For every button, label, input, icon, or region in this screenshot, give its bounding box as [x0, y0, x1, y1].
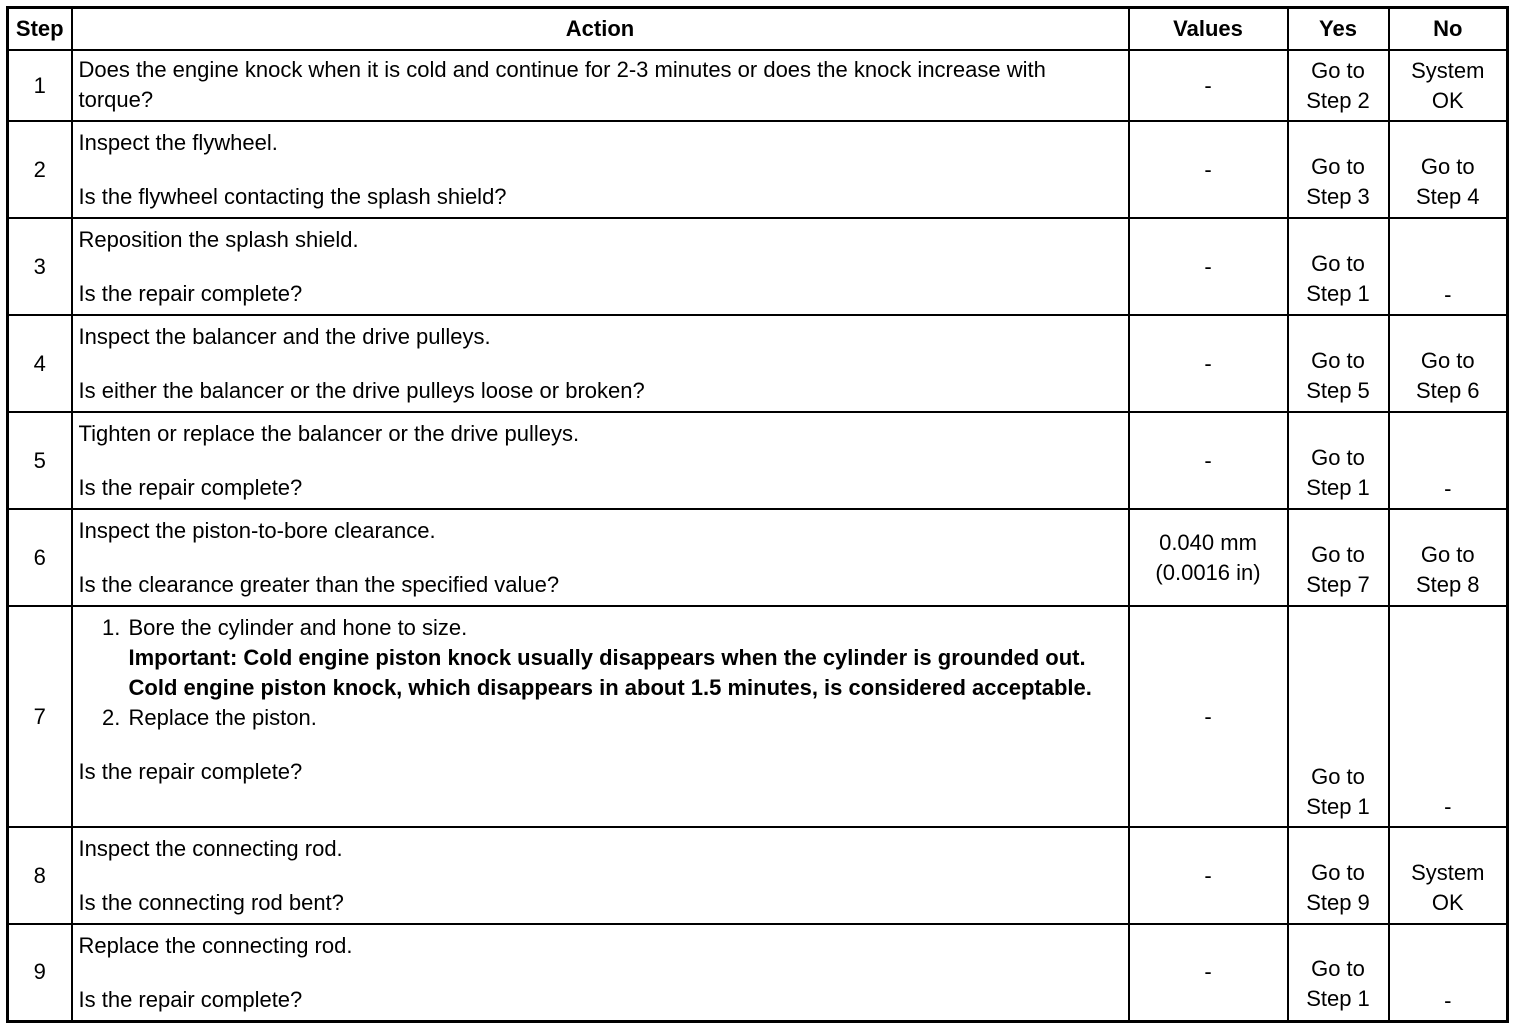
- table-row: [8, 606, 1508, 827]
- step-number: 4: [8, 315, 72, 412]
- value-cell: [1129, 509, 1288, 606]
- yes-line: Step 1: [1306, 474, 1370, 500]
- action-question: Is the repair complete?: [78, 759, 303, 784]
- no-line: System: [1411, 57, 1485, 83]
- action-question: Is the repair complete?: [78, 987, 303, 1012]
- no-cell: [1389, 315, 1508, 412]
- step-number: 2: [8, 121, 72, 218]
- yes-line: Go to: [1311, 153, 1365, 179]
- action-cell: [72, 412, 1129, 509]
- step-number: 5: [8, 412, 72, 509]
- yes-line: Step 1: [1306, 986, 1370, 1012]
- no-line: OK: [1431, 889, 1464, 915]
- action-instruction: Inspect the piston-to-bore clearance.: [78, 518, 436, 543]
- no-cell: [1389, 827, 1508, 924]
- action-question: Does the engine knock when it is cold and continue for 2-3 minutes or does the knock increase with torque?: [78, 57, 1046, 112]
- no-line: System: [1411, 859, 1485, 885]
- yes-line: Go to: [1311, 764, 1365, 789]
- step-number: 9: [8, 924, 72, 1021]
- action-instruction: Inspect the connecting rod.: [78, 836, 343, 861]
- no-cell: -: [1389, 606, 1508, 827]
- value-line: 0.040 mm: [1159, 529, 1257, 555]
- yes-line: Go to: [1311, 57, 1365, 83]
- table-row: [8, 315, 1508, 412]
- yes-line: Step 1: [1306, 280, 1370, 306]
- no-cell: [1389, 509, 1508, 606]
- yes-cell: [1288, 606, 1389, 827]
- table-row: [8, 121, 1508, 218]
- yes-line: Step 9: [1306, 889, 1370, 915]
- action-instruction: Inspect the balancer and the drive pulleys.: [78, 324, 491, 349]
- header-action: Action: [72, 8, 1129, 51]
- step-number: 7: [8, 606, 72, 827]
- yes-cell: [1288, 218, 1389, 315]
- yes-line: Step 5: [1306, 377, 1370, 403]
- no-cell: -: [1389, 924, 1508, 1021]
- no-line: Go to: [1420, 153, 1475, 179]
- list-item-text: Replace the piston.: [128, 705, 317, 730]
- yes-line: Go to: [1311, 444, 1365, 470]
- yes-line: Step 2: [1306, 87, 1370, 113]
- no-cell: -: [1389, 412, 1508, 509]
- table-row: [8, 412, 1508, 509]
- action-steps-list: [79, 613, 1124, 733]
- action-cell: [72, 509, 1129, 606]
- action-instruction: Replace the connecting rod.: [78, 933, 353, 958]
- value-cell: -: [1129, 606, 1288, 827]
- diagnostic-table: [6, 6, 1509, 1023]
- value-cell: -: [1129, 315, 1288, 412]
- action-instruction: Tighten or replace the balancer or the drive pulleys.: [78, 421, 580, 446]
- yes-cell: [1288, 121, 1389, 218]
- action-cell: [72, 606, 1129, 827]
- action-question: Is the connecting rod bent?: [78, 890, 344, 915]
- header-yes: Yes: [1288, 8, 1389, 51]
- action-cell: [72, 827, 1129, 924]
- yes-cell: [1288, 924, 1389, 1021]
- no-line: Step 8: [1415, 571, 1480, 597]
- step-number: 6: [8, 509, 72, 606]
- action-question: Is the repair complete?: [78, 475, 303, 500]
- table-row: [8, 924, 1508, 1021]
- list-item: [127, 703, 1124, 733]
- header-no: No: [1389, 8, 1508, 51]
- step-number: 1: [8, 50, 72, 121]
- header-row: [8, 8, 1508, 51]
- action-cell: [72, 50, 1129, 121]
- no-cell: -: [1389, 218, 1508, 315]
- important-note: Important: Cold engine piston knock usually disappears when the cylinder is grounded out. Cold engine piston knock, which disappears in about 1.5 minutes, is considered acceptable.: [128, 645, 1092, 700]
- value-cell: -: [1129, 50, 1288, 121]
- action-instruction: Inspect the flywheel.: [78, 130, 278, 155]
- yes-line: Go to: [1311, 859, 1365, 885]
- value-cell: -: [1129, 218, 1288, 315]
- value-cell: -: [1129, 827, 1288, 924]
- yes-cell: [1288, 412, 1389, 509]
- yes-line: Go to: [1311, 347, 1365, 373]
- table-row: [8, 509, 1508, 606]
- yes-line: Go to: [1311, 250, 1365, 276]
- action-question: Is the clearance greater than the specified value?: [78, 572, 560, 597]
- action-cell: [72, 218, 1129, 315]
- no-line: Step 4: [1415, 183, 1480, 209]
- action-instruction: Reposition the splash shield.: [78, 227, 359, 252]
- no-cell: [1389, 50, 1508, 121]
- yes-cell: [1288, 509, 1389, 606]
- no-line: Step 6: [1415, 377, 1480, 403]
- value-cell: -: [1129, 924, 1288, 1021]
- value-cell: -: [1129, 121, 1288, 218]
- no-line: Go to: [1420, 541, 1475, 567]
- yes-cell: [1288, 315, 1389, 412]
- action-question: Is the repair complete?: [78, 281, 303, 306]
- yes-line: Step 1: [1306, 794, 1370, 819]
- list-item-text: Bore the cylinder and hone to size.: [128, 615, 468, 640]
- action-cell: [72, 315, 1129, 412]
- yes-line: Go to: [1311, 541, 1365, 567]
- yes-line: Step 3: [1306, 183, 1370, 209]
- action-cell: [72, 121, 1129, 218]
- header-step: Step: [8, 8, 72, 51]
- list-item: [127, 613, 1124, 703]
- table-row: [8, 50, 1508, 121]
- table-row: [8, 827, 1508, 924]
- no-line: Go to: [1420, 347, 1475, 373]
- step-number: 8: [8, 827, 72, 924]
- no-cell: [1389, 121, 1508, 218]
- value-line: (0.0016 in): [1155, 559, 1261, 585]
- header-values: Values: [1129, 8, 1288, 51]
- no-line: OK: [1431, 87, 1464, 113]
- yes-cell: [1288, 827, 1389, 924]
- step-number: 3: [8, 218, 72, 315]
- action-question: Is either the balancer or the drive pulleys loose or broken?: [78, 378, 645, 403]
- table-row: [8, 218, 1508, 315]
- action-cell: [72, 924, 1129, 1021]
- yes-cell: [1288, 50, 1389, 121]
- action-question: Is the flywheel contacting the splash shield?: [78, 184, 507, 209]
- yes-line: Step 7: [1306, 571, 1370, 597]
- yes-line: Go to: [1311, 956, 1365, 982]
- value-cell: -: [1129, 412, 1288, 509]
